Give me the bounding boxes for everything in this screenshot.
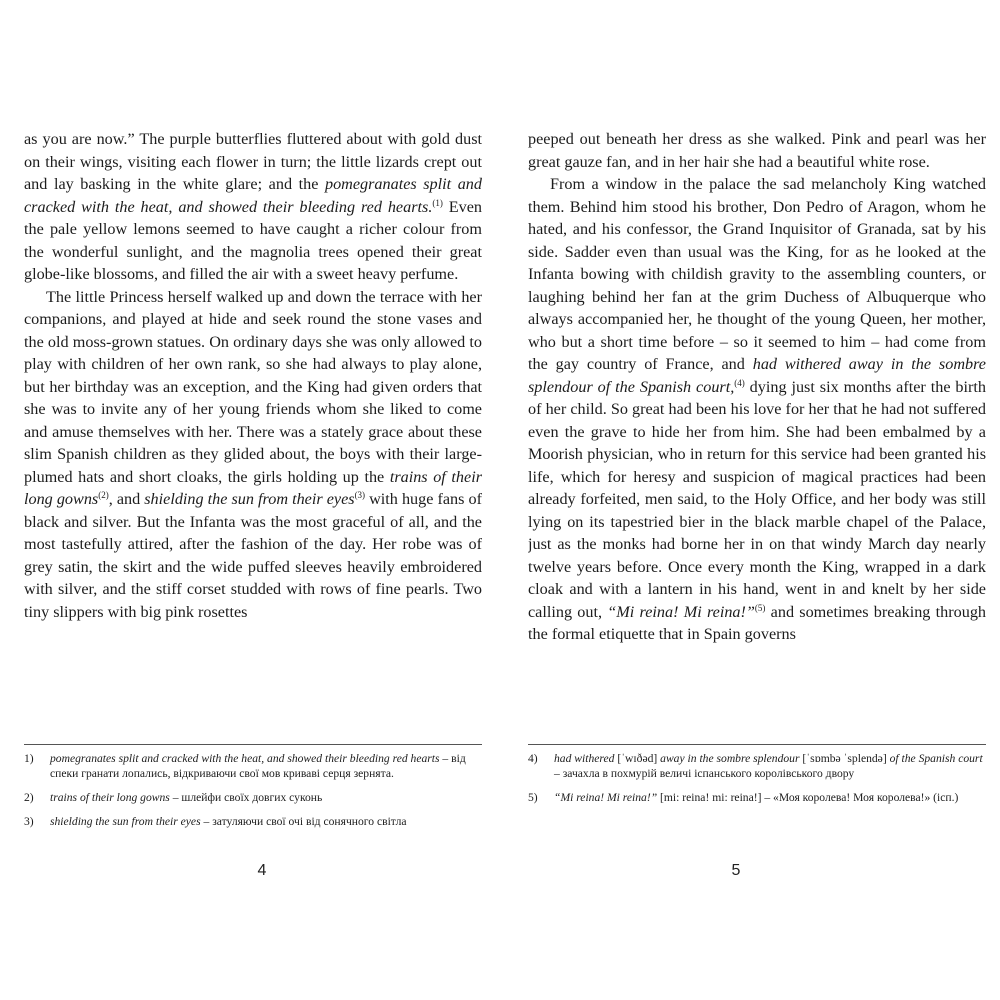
text-run: [mi: reina! mi: reina!] – «Моя королева! Моя королева!» (ісп.) (657, 791, 959, 804)
footnote-marker: (4) (734, 377, 745, 388)
text-run: dying just six months after the birth of her child. So great had been his love for her that he had not suffered even the grave to hide her from him. She had been embalmed by a Moorish physician, who in return for this service had been granted his life, which for heresy and suspicion of magical practices had been already forfeited, men said, to the Holy Office, and her body was still lying on its tapestried bier in the black marble chapel of the Palace, just as the monks had borne her in on that windy March day nearly twelve years before. Once every month the King, wrapped in a dark cloak and with a lantern in his hand, went in and knelt by her side calling out, (528, 377, 986, 621)
italic-text: trains of their long gowns (24, 467, 482, 508)
italic-text: pomegranates split and cracked with the heat, and showed their bleeding red hearts (24, 175, 482, 216)
page-number-right: 5 (731, 862, 741, 879)
right-page-footnotes (528, 751, 986, 805)
italic-text: away in the sombre splendour (660, 752, 800, 765)
footnote-marker: (2) (98, 490, 109, 500)
left-page (24, 128, 482, 838)
italic-text: shielding the sun from their eyes (144, 490, 355, 508)
italic-text: had withered away in the sombre splendour of the Spanish court (528, 355, 986, 396)
text-run: From a window in the palace the sad melancholy King watched them. Behind him stood his brother, Don Pedro of Aragon, whom he hated, and his confessor, the Grand Inquisitor of Granada, sat by his side. Sadder even than usual was the King, for as he looked at the Infanta bowing with childish gravity to the assembling counters, or laughing behind her fan at the grim Duchess of Albuquerque who always accompanied her, he thought of the young Queen, her mother, who but a short time before – so it seemed to him – had come from the gay country of France, and (528, 175, 986, 373)
paragraph (24, 286, 482, 624)
footnote (528, 790, 986, 805)
footnote-number: 3) (24, 815, 34, 828)
footnote-marker: (1) (432, 197, 443, 208)
text-run: peeped out beneath her dress as she walked. Pink and pearl was her great gauze fan, and in her hair she had a beautiful white rose. (528, 130, 986, 171)
text-run: Even the pale yellow lemons seemed to have caught a richer colour from the wonderful sunlight, and the magnolia trees opened their great globe-like blossoms, and filled the air with a sweet heavy perfume. (24, 197, 482, 283)
footnote (528, 751, 986, 781)
text-run: – затуляючи свої очі від сонячного світла (200, 815, 407, 828)
footnote (24, 751, 482, 781)
footnote (24, 814, 482, 829)
text-run: [ˈwɪðəd] (614, 752, 661, 765)
text-run: – зачахла в похмурій величі іспанського королівського двору (554, 767, 855, 780)
italic-text: “Mi reina! Mi reina!” (607, 602, 755, 621)
right-page-body-text (528, 128, 986, 736)
italic-text: “Mi reina! Mi reina!” (554, 791, 658, 804)
right-page (528, 128, 986, 814)
footnote-marker: (3) (354, 490, 366, 500)
italic-text: had withered (554, 752, 615, 765)
footnote-separator (528, 744, 986, 745)
italic-text: pomegranates split and cracked with the heat, and showed their bleeding red hearts (50, 752, 440, 765)
paragraph (528, 173, 986, 646)
footnote-number: 4) (528, 752, 538, 765)
italic-text: shielding the sun from their eyes (50, 815, 201, 828)
italic-text: trains of their long gowns (50, 791, 170, 804)
footnote-number: 1) (24, 752, 34, 765)
text-run: The little Princess herself walked up and down the terrace with her companions, and played at hide and seek round the stone vases and the old moss-grown statues. On ordinary days she was only allowed to play with children of her own rank, so she had always to play alone, but her birthday was an exception, and the King had given orders that she was to invite any of her young friends whom she liked to come and amuse themselves with her. There was a stately grace about these slim Spanish children as they glided about, the boys with their large-plumed hats and short cloaks, the girls holding up the (24, 287, 482, 486)
text-run: as you are now.” The purple butterflies fluttered about with gold dust on their wings, visiting each flower in turn; the little lizards crept out and lay basking in the white glare; and the (24, 130, 482, 193)
footnote-number: 5) (528, 791, 538, 804)
footnote-separator (24, 744, 482, 745)
footnote (24, 790, 482, 805)
text-run: and sometimes breaking through the formal etiquette that in Spain governs (528, 602, 986, 643)
italic-text: . (428, 197, 433, 216)
text-run: [ˈsɒmbə ˈsplendə] (799, 752, 890, 765)
left-page-body-text (24, 128, 482, 736)
text-run: – шлейфи своїх довгих суконь (169, 791, 323, 804)
page-number-left: 4 (257, 862, 267, 879)
text-run: – від спеки гранати лопались, відкриваючи свої мов криваві серця зернята. (50, 752, 466, 780)
italic-text: , (730, 377, 735, 396)
footnote-number: 2) (24, 791, 34, 804)
text-run: with huge fans of black and silver. But the Infanta was the most graceful of all, and the most tastefully attired, after the fashion of the day. Her robe was of grey satin, the skirt and the wide puffed sleeves heavily embroidered with silver, and the stiff corset studded with rows of fine pearls. Two tiny slippers with big pink rosettes (24, 490, 482, 621)
paragraph (24, 128, 482, 286)
text-run: , and (108, 490, 145, 508)
paragraph (528, 128, 986, 173)
italic-text: of the Spanish court (889, 752, 983, 765)
footnote-marker: (5) (754, 602, 766, 613)
left-page-footnotes (24, 751, 482, 829)
